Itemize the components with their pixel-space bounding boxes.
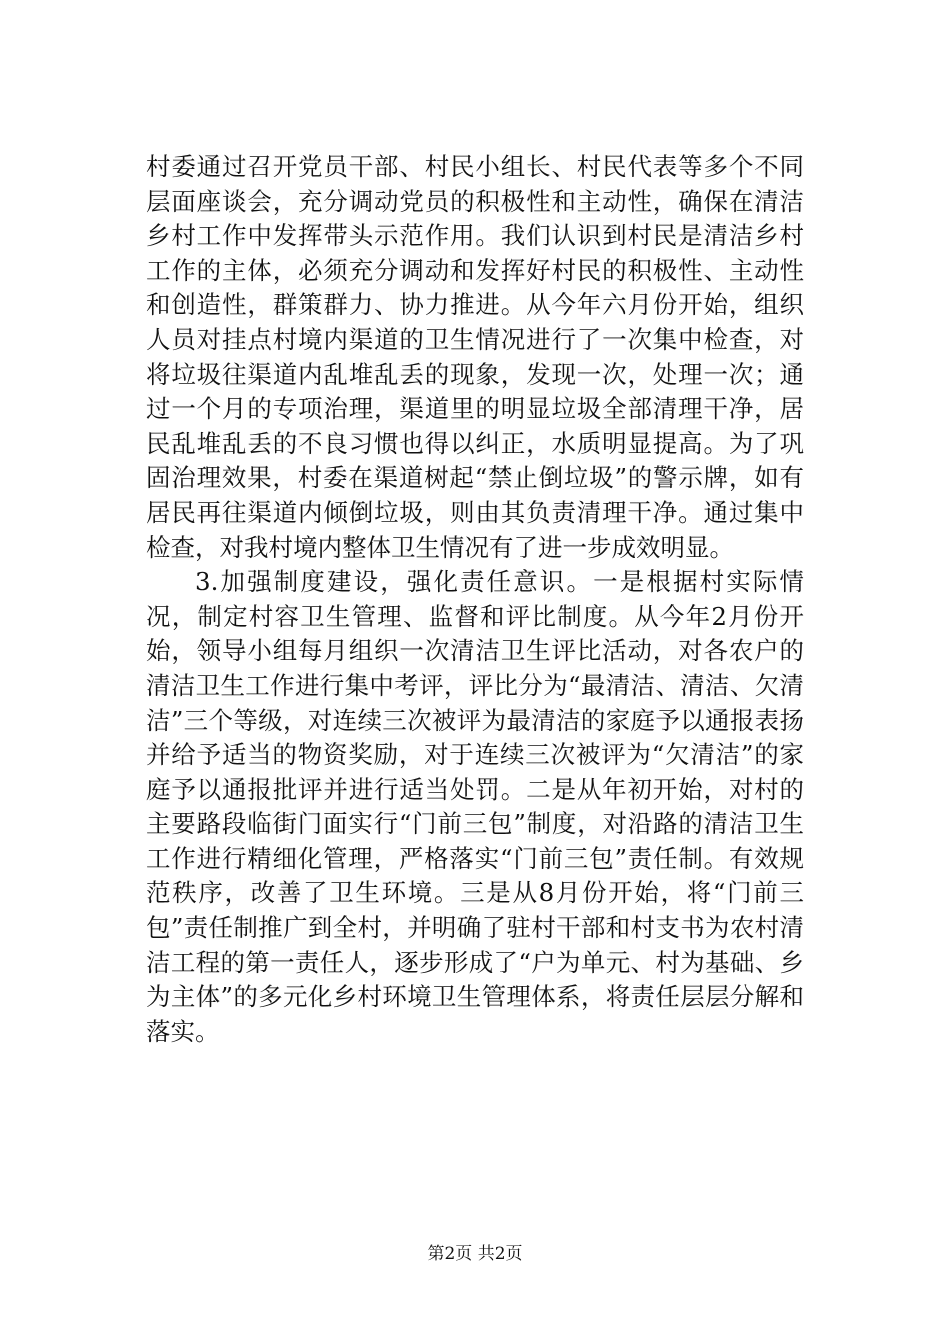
- page-number-footer: 第2页 共2页: [427, 1244, 523, 1264]
- paragraph-section-3: 3.加强制度建设，强化责任意识。一是根据村实际情况，制定村容卫生管理、监督和评比制度。从今年2月份开始，领导小组每月组织一次清洁卫生评比活动，对各农户的清洁卫生工作进行集中考评，评比分为“最清洁、清洁、欠清洁”三个等级，对连续三次被评为最清洁的家庭予以通报表扬并给予适当的物资奖励，对于连续三次被评为“欠清洁”的家庭予以通报批评并进行适当处罚。二是从年初开始，对村的主要路段临街门面实行“门前三包”制度，对沿路的清洁卫生工作进行精细化管理，严格落实“门前三包”责任制。有效规范秩序，改善了卫生环境。三是从8月份开始，将“门前三包”责任制推广到全村，并明确了驻村干部和村支书为农村清洁工程的第一责任人，逐步形成了“户为单元、村为基础、乡为主体”的多元化乡村环境卫生管理体系，将责任层层分解和落实。: [146, 567, 804, 1046]
- document-body: [146, 150, 804, 1049]
- paragraph-continuation: 村委通过召开党员干部、村民小组长、村民代表等多个不同层面座谈会，充分调动党员的积极性和主动性，确保在清洁乡村工作中发挥带头示范作用。我们认识到村民是清洁乡村工作的主体，必须充分调动和发挥好村民的积极性、主动性和创造性，群策群力、协力推进。从今年六月份开始，组织人员对挂点村境内渠道的卫生情况进行了一次集中检查，对将垃圾往渠道内乱堆乱丢的现象，发现一次，处理一次；通过一个月的专项治理，渠道里的明显垃圾全部清理干净，居民乱堆乱丢的不良习惯也得以纠正，水质明显提高。为了巩固治理效果，村委在渠道树起“禁止倒垃圾”的警示牌，如有居民再往渠道内倾倒垃圾，则由其负责清理干净。通过集中检查，对我村境内整体卫生情况有了进一步成效明显。: [146, 152, 804, 562]
